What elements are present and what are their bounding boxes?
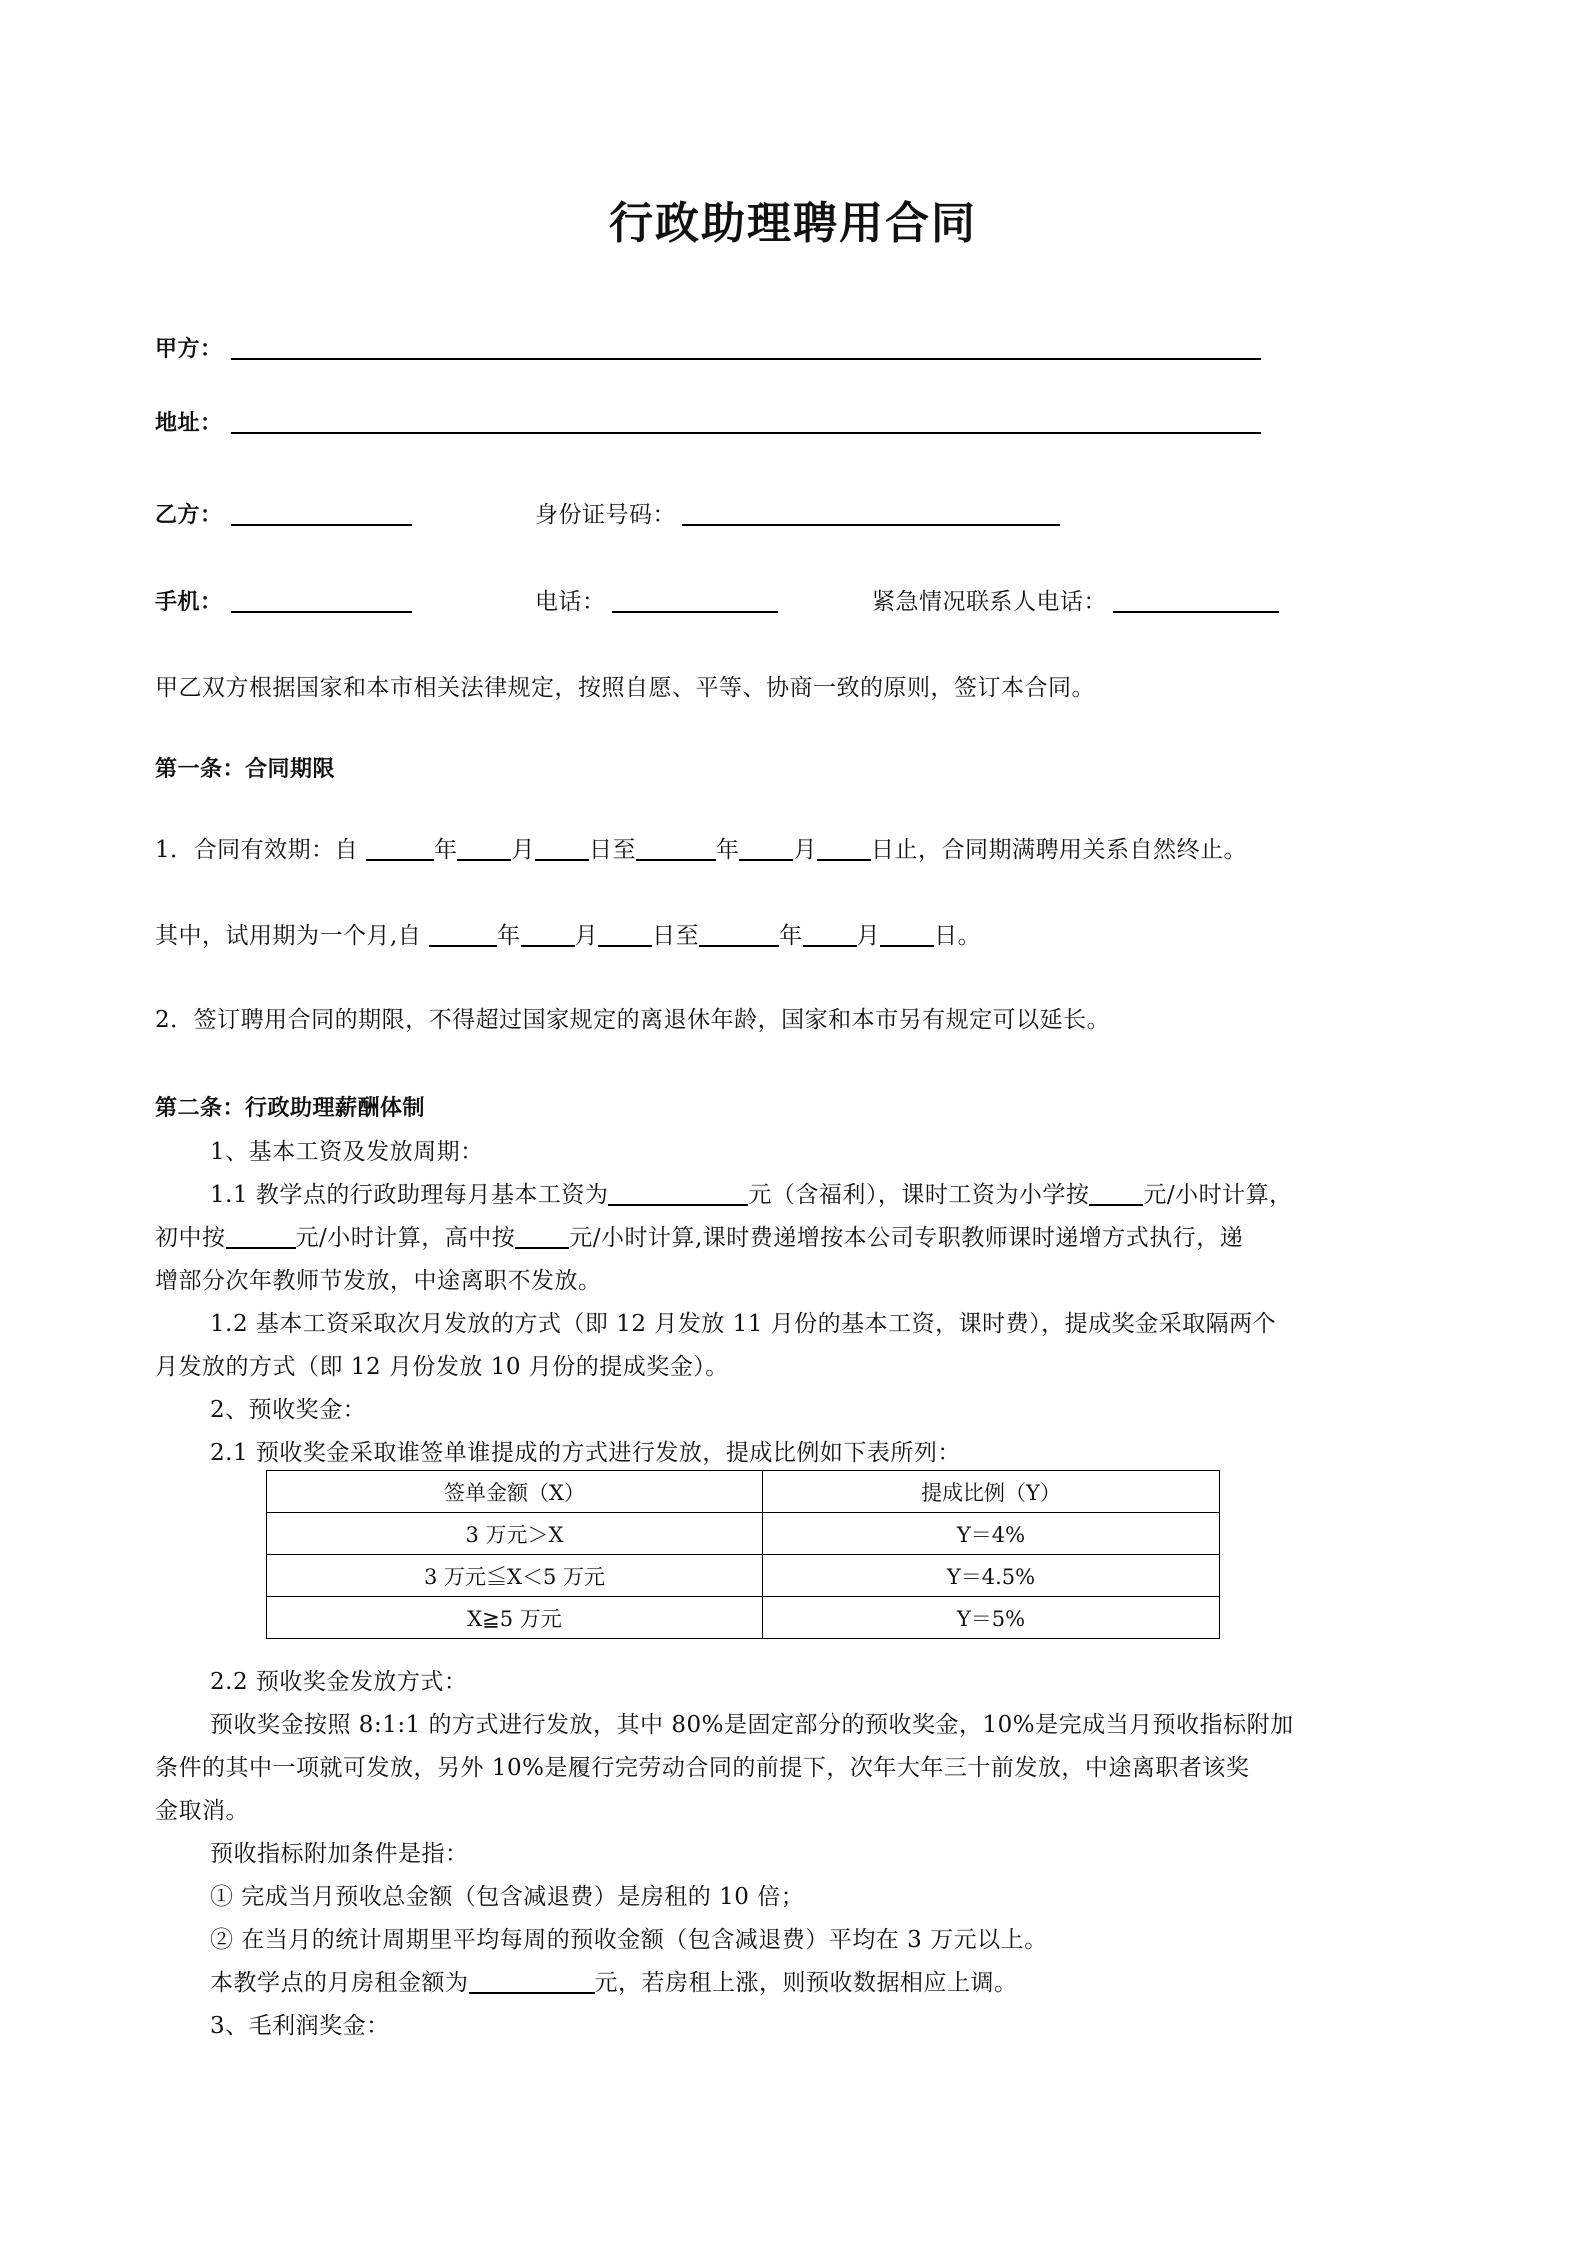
party-a-label: 甲方： [155,337,223,362]
party-b-label: 乙方： [155,503,223,528]
contract-term-line [155,835,1247,865]
rent-amount-field[interactable] [469,1970,595,1994]
end-year-field[interactable] [636,837,716,861]
base-salary-field[interactable] [608,1182,748,1206]
table-row [267,1555,1220,1597]
month-label: 月 [511,837,535,863]
conditions-heading: 预收指标附加条件是指： [210,1841,469,1867]
table-row [267,1513,1220,1555]
section-1-1-line-3: 增部分次年教师节发放，中途离职不发放。 [155,1268,602,1294]
table-cell: 3 万元≦X＜5 万元 [267,1555,763,1597]
emergency-phone-row [872,587,1279,617]
section-1-heading: 1、基本工资及发放周期： [210,1139,484,1165]
end-month-field[interactable] [739,837,793,861]
party-b-row [155,500,412,531]
mobile-field[interactable] [231,589,412,613]
table-cell: Y＝5% [763,1597,1220,1639]
year-label: 年 [779,923,803,949]
section-2-1-text: 2.1 预收奖金采取谁签单谁提成的方式进行发放，提成比例如下表所列： [210,1440,961,1466]
start-month-field[interactable] [457,837,511,861]
hourly-unit-text: 元/小时计算， [1143,1182,1293,1208]
primary-hourly-field[interactable] [1089,1182,1143,1206]
increment-text: 元/小时计算,课时费递增按本公司专职教师课时递增方式执行，递 [569,1225,1244,1251]
id-number-label: 身份证号码： [535,502,676,528]
table-header-row [267,1471,1220,1513]
contract-term-suffix: 日止，合同期满聘用关系自然终止。 [870,837,1247,863]
section-2-2-heading: 2.2 预收奖金发放方式： [210,1669,468,1695]
id-number-field[interactable] [682,502,1060,526]
trial-end-year-field[interactable] [699,923,779,947]
day-to-label: 日至 [652,923,700,949]
trial-end-day-field[interactable] [880,923,934,947]
intro-paragraph: 甲乙双方根据国家和本市相关法律规定，按照自愿、平等、协商一致的原则，签订本合同。 [155,675,1095,701]
table-cell: 3 万元＞X [267,1513,763,1555]
senior-rate-text: 元/小时计算，高中按 [295,1225,516,1251]
base-salary-text: 1.1 教学点的行政助理每月基本工资为 [210,1182,609,1208]
address-row [155,408,1261,439]
table-cell: Y＝4% [763,1513,1220,1555]
phone-field[interactable] [612,589,778,613]
table-header-cell: 签单金额（X） [267,1471,763,1513]
document-title: 行政助理聘用合同 [609,198,977,249]
rent-text: 本教学点的月房租金额为 [210,1970,469,1996]
table-header-cell: 提成比例（Y） [763,1471,1220,1513]
start-year-field[interactable] [366,837,434,861]
phone-label: 电话： [535,589,606,615]
article-2-heading: 第二条：行政助理薪酬体制 [155,1096,426,1121]
month-label: 月 [856,923,881,949]
trial-start-year-field[interactable] [429,923,497,947]
table-cell: Y＝4.5% [763,1555,1220,1597]
mobile-label: 手机： [155,590,223,615]
mobile-row [155,587,412,618]
table-cell: X≧5 万元 [267,1597,763,1639]
emergency-phone-field[interactable] [1113,589,1279,613]
party-b-field[interactable] [231,502,412,526]
condition-1: ① 完成当月预收总金额（包含减退费）是房租的 10 倍； [210,1884,805,1910]
end-day-field[interactable] [817,837,871,861]
trial-start-month-field[interactable] [521,923,575,947]
primary-rate-text: 元（含福利），课时工资为小学按 [748,1182,1090,1208]
year-label: 年 [715,837,740,863]
party-a-field[interactable] [231,336,1261,360]
senior-hourly-field[interactable] [515,1225,569,1249]
address-label: 地址： [155,411,223,436]
section-2-heading: 2、预收奖金： [210,1397,367,1423]
day-to-label: 日至 [588,837,636,863]
trial-period-prefix: 其中，试用期为一个月,自 [155,923,430,949]
junior-rate-text: 初中按 [155,1225,226,1251]
trial-end-month-field[interactable] [803,923,857,947]
year-label: 年 [433,837,458,863]
section-2-2-line-2: 条件的其中一项就可发放，另外 10%是履行完劳动合同的前提下，次年大年三十前发放，中途离职者该奖 [155,1755,1250,1781]
section-2-2-line-3: 金取消。 [155,1798,249,1824]
section-1-1-line-2 [155,1223,1243,1253]
condition-2: ② 在当月的统计周期里平均每周的预收金额（包含减退费）平均在 3 万元以上。 [210,1927,1048,1953]
phone-row [535,587,778,617]
rent-suffix-text: 元，若房租上涨，则预收数据相应上调。 [594,1970,1018,1996]
start-day-field[interactable] [535,837,589,861]
section-1-2-line-2: 月发放的方式（即 12 月份发放 10 月份的提成奖金）。 [155,1354,729,1380]
address-field[interactable] [231,410,1261,434]
trial-period-suffix: 日。 [934,923,982,949]
article-1-heading: 第一条：合同期限 [155,757,336,782]
party-a-row [155,334,1261,365]
month-label: 月 [574,923,599,949]
emergency-phone-label: 紧急情况联系人电话： [872,589,1107,615]
rent-line [210,1968,1018,1998]
trial-period-line [155,921,981,951]
commission-rate-table [266,1470,1220,1639]
term-limit-paragraph: 2．签订聘用合同的期限，不得超过国家规定的离退休年龄，国家和本市另有规定可以延长。 [155,1007,1111,1033]
contract-term-prefix: 1．合同有效期：自 [155,837,366,863]
junior-hourly-field[interactable] [226,1225,296,1249]
month-label: 月 [793,837,817,863]
section-3-heading: 3、毛利润奖金： [210,2013,390,2039]
id-number-row [535,500,1060,530]
table-row [267,1597,1220,1639]
section-1-2-line-1: 1.2 基本工资采取次月发放的方式（即 12 月发放 11 月份的基本工资，课时费），提成奖金采取隔两个 [210,1311,1277,1337]
section-2-2-line-1: 预收奖金按照 8:1:1 的方式进行发放，其中 80%是固定部分的预收奖金，10%是完成当月预收指标附加 [210,1712,1294,1738]
year-label: 年 [497,923,521,949]
trial-start-day-field[interactable] [598,923,652,947]
section-1-1-line-1 [210,1180,1293,1210]
